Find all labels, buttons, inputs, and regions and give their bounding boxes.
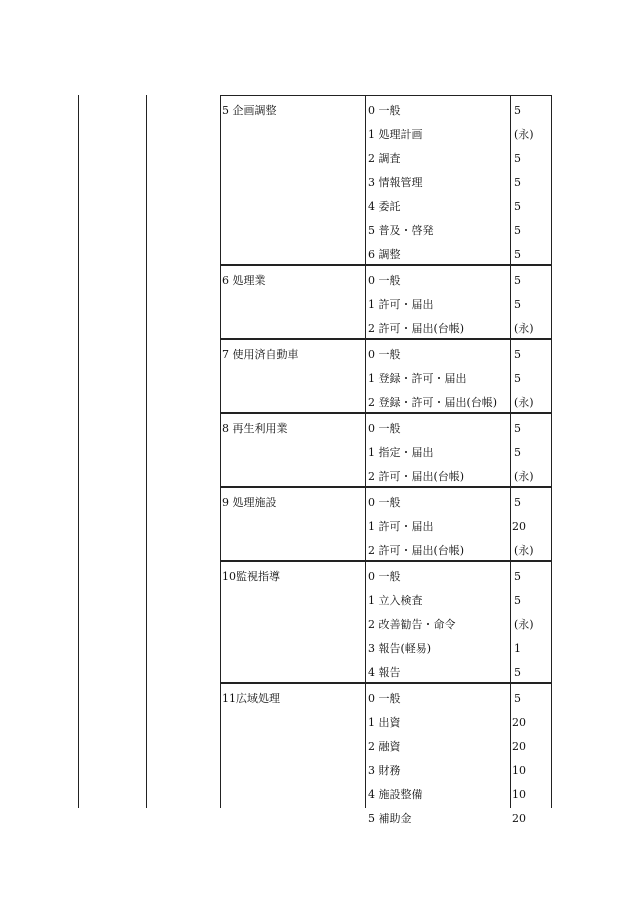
retention-value: 20 xyxy=(512,520,526,533)
item-label: 0 一般 xyxy=(368,104,401,117)
item-label: 3 財務 xyxy=(368,764,401,777)
category-group xyxy=(220,95,551,265)
category-empty-cell xyxy=(220,655,365,658)
item-label: 1 許可・届出 xyxy=(368,298,434,311)
retention-value: 20 xyxy=(512,716,526,729)
category-group xyxy=(220,339,551,413)
table-row xyxy=(220,290,551,314)
category-empty-cell xyxy=(220,165,365,168)
category-empty-cell xyxy=(220,825,365,828)
item-label: 2 調査 xyxy=(368,152,401,165)
category-empty-cell xyxy=(220,409,365,412)
category-empty-cell xyxy=(220,189,365,192)
category-empty-cell xyxy=(220,607,365,610)
item-label: 1 立入検査 xyxy=(368,594,423,607)
item-label: 0 一般 xyxy=(368,496,401,509)
retention-value: (永) xyxy=(514,128,534,141)
retention-value: 5 xyxy=(514,692,521,705)
category-empty-cell xyxy=(220,729,365,732)
table-row xyxy=(220,438,551,462)
retention-value: 5 xyxy=(514,176,521,189)
table-row xyxy=(220,610,551,634)
item-label: 4 委託 xyxy=(368,200,401,213)
retention-value: 5 xyxy=(514,274,521,287)
item-label: 2 改善勧告・命令 xyxy=(368,618,456,631)
table-row xyxy=(220,684,551,708)
category-label: 11広域処理 xyxy=(222,692,280,705)
category-empty-cell xyxy=(220,311,365,314)
table-row xyxy=(220,732,551,756)
category-empty-cell xyxy=(220,459,365,462)
table-row xyxy=(220,536,551,561)
retention-value: 5 xyxy=(514,422,521,435)
item-label: 6 調整 xyxy=(368,248,401,261)
column-rule xyxy=(551,95,552,808)
category-group xyxy=(220,265,551,339)
retention-value: 5 xyxy=(514,372,521,385)
table-row xyxy=(220,388,551,413)
item-label: 0 一般 xyxy=(368,348,401,361)
retention-value: 5 xyxy=(514,224,521,237)
category-empty-cell xyxy=(220,533,365,536)
table-row xyxy=(220,562,551,586)
retention-value: (永) xyxy=(514,618,534,631)
retention-value: (永) xyxy=(514,396,534,409)
item-label: 2 融資 xyxy=(368,740,401,753)
category-label: 9 処理施設 xyxy=(222,496,277,509)
item-label: 4 施設整備 xyxy=(368,788,423,801)
table-row xyxy=(220,780,551,804)
retention-value: 5 xyxy=(514,104,521,117)
category-empty-cell xyxy=(220,557,365,560)
retention-value: 5 xyxy=(514,594,521,607)
item-label: 0 一般 xyxy=(368,692,401,705)
item-label: 1 登録・許可・届出 xyxy=(368,372,467,385)
category-empty-cell xyxy=(220,237,365,240)
category-empty-cell xyxy=(220,777,365,780)
retention-value: 20 xyxy=(512,740,526,753)
retention-value: 1 xyxy=(514,642,521,655)
table-row xyxy=(220,488,551,512)
table-row xyxy=(220,266,551,290)
category-empty-cell xyxy=(220,679,365,682)
column-rule xyxy=(146,95,147,808)
item-label: 2 登録・許可・届出(台帳) xyxy=(368,396,498,409)
table-row xyxy=(220,314,551,339)
category-label: 7 使用済自動車 xyxy=(222,348,299,361)
category-empty-cell xyxy=(220,753,365,756)
category-empty-cell xyxy=(220,261,365,264)
table-row xyxy=(220,462,551,487)
retention-value: 5 xyxy=(514,496,521,509)
table-row xyxy=(220,708,551,732)
item-label: 3 情報管理 xyxy=(368,176,423,189)
category-empty-cell xyxy=(220,801,365,804)
category-label: 8 再生利用業 xyxy=(222,422,288,435)
item-label: 4 報告 xyxy=(368,666,401,679)
retention-value: (永) xyxy=(514,470,534,483)
category-label: 6 処理業 xyxy=(222,274,266,287)
retention-value: 5 xyxy=(514,248,521,261)
category-empty-cell xyxy=(220,141,365,144)
table-row xyxy=(220,756,551,780)
table-row xyxy=(220,216,551,240)
category-empty-cell xyxy=(220,213,365,216)
category-group xyxy=(220,487,551,561)
retention-value: 5 xyxy=(514,570,521,583)
item-label: 1 指定・届出 xyxy=(368,446,434,459)
retention-value: 10 xyxy=(512,764,526,777)
table-row xyxy=(220,414,551,438)
table-row xyxy=(220,340,551,364)
category-group xyxy=(220,413,551,487)
item-label: 2 許可・届出(台帳) xyxy=(368,470,465,483)
category-group xyxy=(220,561,551,683)
item-label: 1 処理計画 xyxy=(368,128,423,141)
item-label: 5 普及・啓発 xyxy=(368,224,434,237)
category-group xyxy=(220,683,551,828)
classification-table xyxy=(220,95,551,828)
table-row xyxy=(220,96,551,120)
retention-value: 5 xyxy=(514,666,521,679)
category-empty-cell xyxy=(220,631,365,634)
table-row xyxy=(220,120,551,144)
category-empty-cell xyxy=(220,385,365,388)
category-label: 10監視指導 xyxy=(222,570,280,583)
item-label: 5 補助金 xyxy=(368,812,412,825)
table-row xyxy=(220,144,551,168)
retention-value: 20 xyxy=(512,812,526,825)
table-row xyxy=(220,586,551,610)
item-label: 2 許可・届出(台帳) xyxy=(368,322,465,335)
table-row xyxy=(220,364,551,388)
item-label: 3 報告(軽易) xyxy=(368,642,432,655)
table-row xyxy=(220,168,551,192)
table-row xyxy=(220,240,551,265)
table-row xyxy=(220,658,551,683)
item-label: 1 許可・届出 xyxy=(368,520,434,533)
item-label: 0 一般 xyxy=(368,570,401,583)
retention-value: (永) xyxy=(514,544,534,557)
retention-value: 5 xyxy=(514,298,521,311)
item-label: 2 許可・届出(台帳) xyxy=(368,544,465,557)
retention-value: 5 xyxy=(514,152,521,165)
retention-value: 5 xyxy=(514,200,521,213)
item-label: 1 出資 xyxy=(368,716,401,729)
category-empty-cell xyxy=(220,335,365,338)
retention-value: 5 xyxy=(514,446,521,459)
table-row xyxy=(220,634,551,658)
table-row xyxy=(220,512,551,536)
retention-value: 10 xyxy=(512,788,526,801)
category-label: 5 企画調整 xyxy=(222,104,277,117)
category-empty-cell xyxy=(220,483,365,486)
item-label: 0 一般 xyxy=(368,422,401,435)
column-rule xyxy=(78,95,79,808)
table-row xyxy=(220,804,551,828)
retention-value: 5 xyxy=(514,348,521,361)
item-label: 0 一般 xyxy=(368,274,401,287)
table-row xyxy=(220,192,551,216)
retention-value: (永) xyxy=(514,322,534,335)
